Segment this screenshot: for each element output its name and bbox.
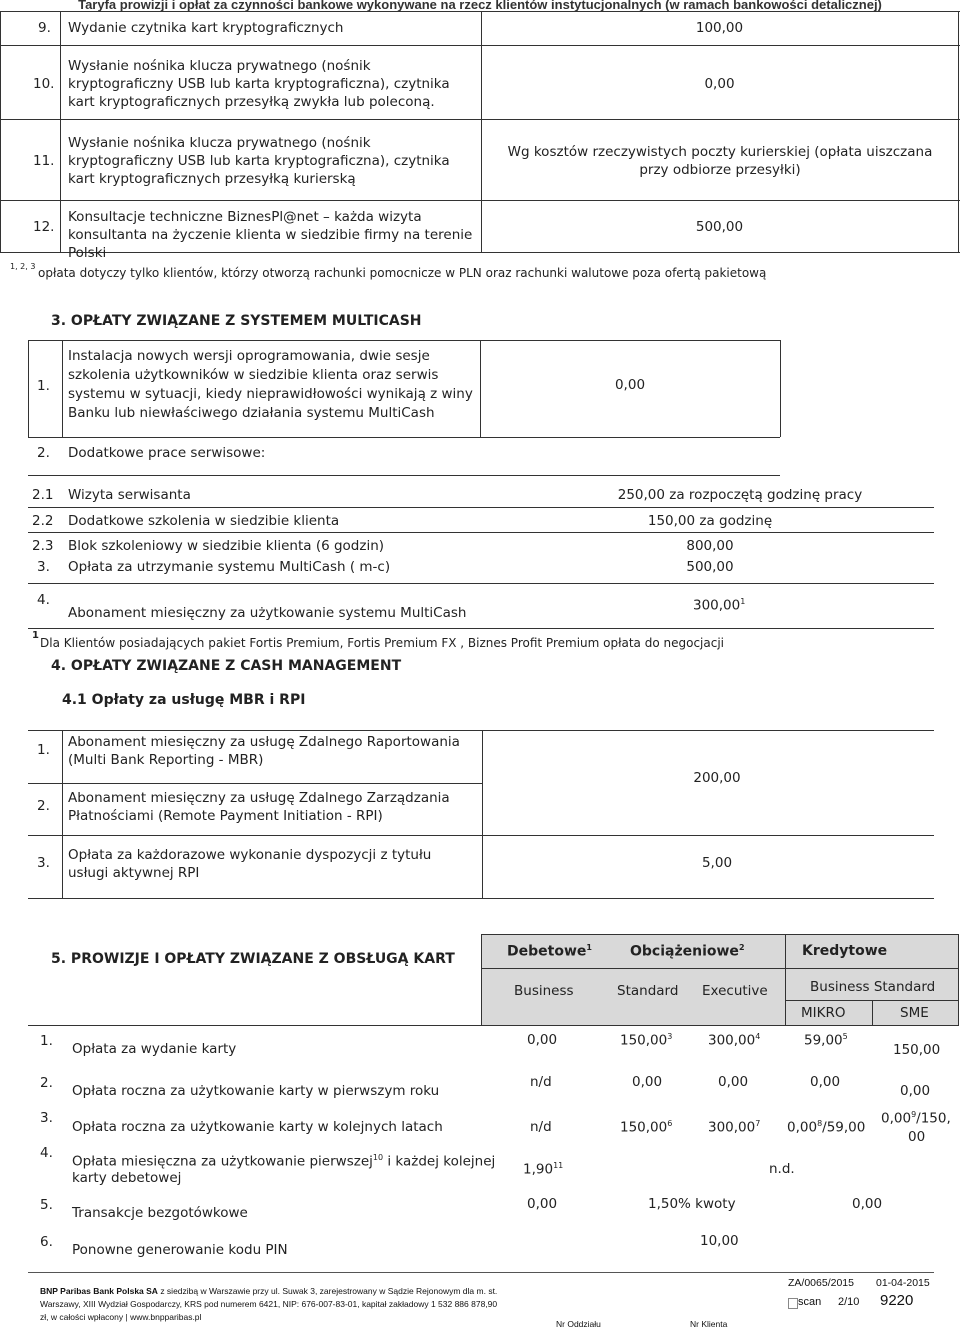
s2-note-marks: 1, 2, 3 [10,262,36,271]
s5-title: 5. PROWIZJE I OPŁATY ZWIĄZANE Z OBSŁUGĄ KART [51,951,455,967]
s5-sub-sme: SME [900,1005,929,1021]
s2-row-11-value: Wg kosztów rzeczywistych poczty kurierskiej (opłata uiszczana przy odbiorze przesyłki) [507,144,933,178]
s5-row-3-no: 3. [40,1110,53,1126]
footer-date: 01-04-2015 [876,1277,930,1289]
s2-row-10-desc: Wysłanie nośnika klucza prywatnego (nośnik kryptograficzny USB lub karta kryptograficzna), czytnika kart kryptograficznych przesyłką zwykła lub poleconą. [68,58,450,110]
s4-row-1-no: 1. [37,742,50,758]
s3-row-4-desc: Abonament miesięczny za użytkowanie systemu MultiCash [68,605,467,621]
s5-row-3-sme: 0,00$^9$/150, [881,1110,951,1127]
s5-row-2-executive: 0,00 [718,1074,749,1090]
s2-row-12-desc: Konsultacje techniczne BiznesPl@net – każda wizyta konsultanta na życzenie klienta w siedzibie firmy na terenie Polski [68,209,473,261]
s5-sub-business-standard: Business Standard [810,979,936,995]
s3-item-desc: Wizyta serwisanta [68,487,191,503]
s3-item-desc: Dodatkowe szkolenia w siedzibie klienta [68,513,340,529]
s5-row-6-desc: Ponowne generowanie kodu PIN [72,1242,288,1258]
s5-row-5-desc: Transakcje bezgotówkowe [72,1205,248,1221]
s2-row-9-desc: Wydanie czytnika kart kryptograficznych [68,20,344,36]
s5-row-1-desc: Opłata za wydanie karty [72,1041,237,1057]
s5-row-5-no: 5. [40,1197,53,1213]
s5-row-6-value: 10,00 [700,1233,739,1249]
s4-row-2-desc: Abonament miesięczny za usługę Zdalnego Zarządzania Płatnościami (Remote Payment Initiation - RPI) [68,790,450,824]
s3-row-1-value: 0,00 [614,377,646,393]
s3-item-value: 250,00 za rozpoczętą godzinę pracy [617,487,863,503]
s5-row-1-mikro: 59,00$^5$ [804,1032,848,1049]
s3-item-no: 2.3 [32,538,54,554]
s5-row-1-sme: 150,00 [893,1042,941,1058]
s5-row-4-desc-cont: karty debetowej [72,1170,182,1186]
s2-row-9-value: 100,00 [695,20,744,36]
s5-sub-mikro: MIKRO [801,1005,846,1021]
s5-row-3-standard: 150,00$^6$ [620,1119,673,1136]
s5-row-4-business: 1,90$^{11}$ [523,1161,564,1178]
footer-nr-klienta: Nr Klienta [690,1319,728,1329]
footer-line-3: zł, w całości wpłacony | www.bnpparibas.pl [40,1312,202,1322]
footer-ref: ZA/0065/2015 [788,1277,854,1289]
s5-row-5-business: 0,00 [527,1196,558,1212]
s5-sub-standard: Standard [617,983,679,999]
s3-footnote: Dla Klientów posiadających pakiet Fortis Premium, Fortis Premium FX , Biznes Profit Premium opłata do negocjacji [40,636,724,650]
s5-row-3-sme-cont: 00 [908,1129,926,1145]
s5-row-1-no: 1. [40,1033,53,1049]
s3-item-desc: Opłata za utrzymanie systemu MultiCash ( m-c) [68,559,391,575]
s3-row-1-no: 1. [37,378,50,394]
footer-page: 2/10 [838,1296,860,1308]
s5-row-1-executive: 300,00$^4$ [708,1032,761,1049]
s3-item-value: 150,00 za godzinę [647,513,773,529]
s5-head-debit: Debetowe$^1$ [507,943,592,960]
s5-sub-business: Business [514,983,574,999]
s2-row-10-value: 0,00 [704,76,735,92]
s4-title: 4. OPŁATY ZWIĄZANE Z CASH MANAGEMENT [51,658,402,674]
s3-item-value: 800,00 [686,538,734,554]
s3-item-no: 2.1 [32,487,54,503]
s3-row-2-no: 2. [37,445,50,461]
s5-head-credit: Kredytowe [802,943,888,959]
s5-row-6-no: 6. [40,1234,53,1250]
s3-row-4-no: 4. [37,592,50,608]
footer-code: 9220 [880,1292,914,1309]
s5-sub-executive: Executive [702,983,768,999]
s3-row-4-value: 300,00$^1$ [693,597,746,614]
s2-row-11-desc: Wysłanie nośnika klucza prywatnego (nośnik kryptograficzny USB lub karta kryptograficzna), czytnika kart kryptograficznych przesyłką kurierską [68,135,450,187]
s5-row-1-business: 0,00 [527,1032,558,1048]
s5-head-charge: Obciążeniowe$^2$ [630,943,745,960]
s5-row-5-mid: 1,50% kwoty [648,1196,736,1212]
s3-item-value: 500,00 [686,559,734,575]
s5-row-2-no: 2. [40,1075,53,1091]
s2-row-12-value: 500,00 [695,219,744,235]
s2-row-10-no: 10. [33,76,55,92]
s2-row-9-no: 9. [38,20,51,36]
s5-row-3-desc: Opłata roczna za użytkowanie karty w kolejnych latach [72,1119,443,1135]
s5-row-2-mikro: 0,00 [810,1074,841,1090]
s4-row-1-desc: Abonament miesięczny za usługę Zdalnego Raportowania (Multi Bank Reporting - MBR) [68,734,460,768]
s5-row-2-sme: 0,00 [900,1083,931,1099]
footer-nr-oddzialu: Nr Oddziału [556,1319,601,1329]
s3-row-1-desc: Instalacja nowych wersji oprogramowania, dwie sesje szkolenia użytkowników w siedzibie klienta oraz serwis systemu w sytuacji, kiedy nieprawidłowości wynikają z winy Banku lub niewłaściwego działania systemu MultiCash [68,348,473,421]
footer-scan: scan [798,1296,822,1308]
s5-row-2-desc: Opłata roczna za użytkowanie karty w pierwszym roku [72,1083,440,1099]
s3-item-no: 2.2 [32,513,54,529]
s3-footnote-mark: 1 [32,630,39,641]
s4-row-12-value: 200,00 [693,770,741,786]
s5-row-3-executive: 300,00$^7$ [708,1119,761,1136]
s2-row-12-no: 12. [33,219,55,235]
s4-row-3-no: 3. [37,855,50,871]
footer-line-2: Warszawy, XIII Wydział Gospodarczy, KRS pod numerem 6421, NIP: 676-007-83-01, kapitał zakładowy 1 532 886 878,90 [40,1299,498,1309]
s3-item-desc: Blok szkoleniowy w siedzibie klienta (6 godzin) [68,538,385,554]
s3-title: 3. OPŁATY ZWIĄZANE Z SYSTEMEM MULTICASH [51,313,422,329]
s5-row-5-mikro: 0,00 [852,1196,883,1212]
s4-subtitle: 4.1 Opłaty za usługę MBR i RPI [62,692,306,708]
s2-row-11-no: 11. [33,153,55,169]
s5-row-2-business: n/d [530,1074,552,1090]
s4-row-3-desc: Opłata za każdorazowe wykonanie dyspozycji z tytułu usługi aktywnej RPI [68,847,432,881]
s4-row-3-value: 5,00 [701,855,733,871]
s5-row-4-desc: Opłata miesięczna za użytkowanie pierwszej$^{10}$ i każdej kolejnej [72,1153,496,1170]
s3-item-no: 3. [37,559,50,575]
checkbox-icon [788,1298,798,1309]
page-header: Taryfa prowizji i opłat za czynności bankowe wykonywane na rzecz klientów instytucjonalnych (w ramach bankowości detalicznej) [78,0,882,12]
s3-row-2-desc: Dodatkowe prace serwisowe: [68,445,266,461]
s5-row-2-standard: 0,00 [632,1074,663,1090]
s5-row-3-mikro: 0,00$^8$/59,00 [787,1119,866,1136]
s4-row-2-no: 2. [37,798,50,814]
s5-row-1-standard: 150,00$^3$ [620,1032,673,1049]
s2-note: opłata dotyczy tylko klientów, którzy otworzą rachunki pomocnicze w PLN oraz rachunki walutowe poza ofertą pakietową [38,266,767,280]
s5-row-4-no: 4. [40,1145,53,1161]
s5-row-4-other: n.d. [769,1161,795,1177]
s5-row-3-business: n/d [530,1119,552,1135]
footer-line-1: BNP Paribas Bank Polska SA z siedzibą w Warszawie przy ul. Suwak 3, zarejestrowany w Sądzie Rejonowym dla m. st. [40,1286,498,1296]
